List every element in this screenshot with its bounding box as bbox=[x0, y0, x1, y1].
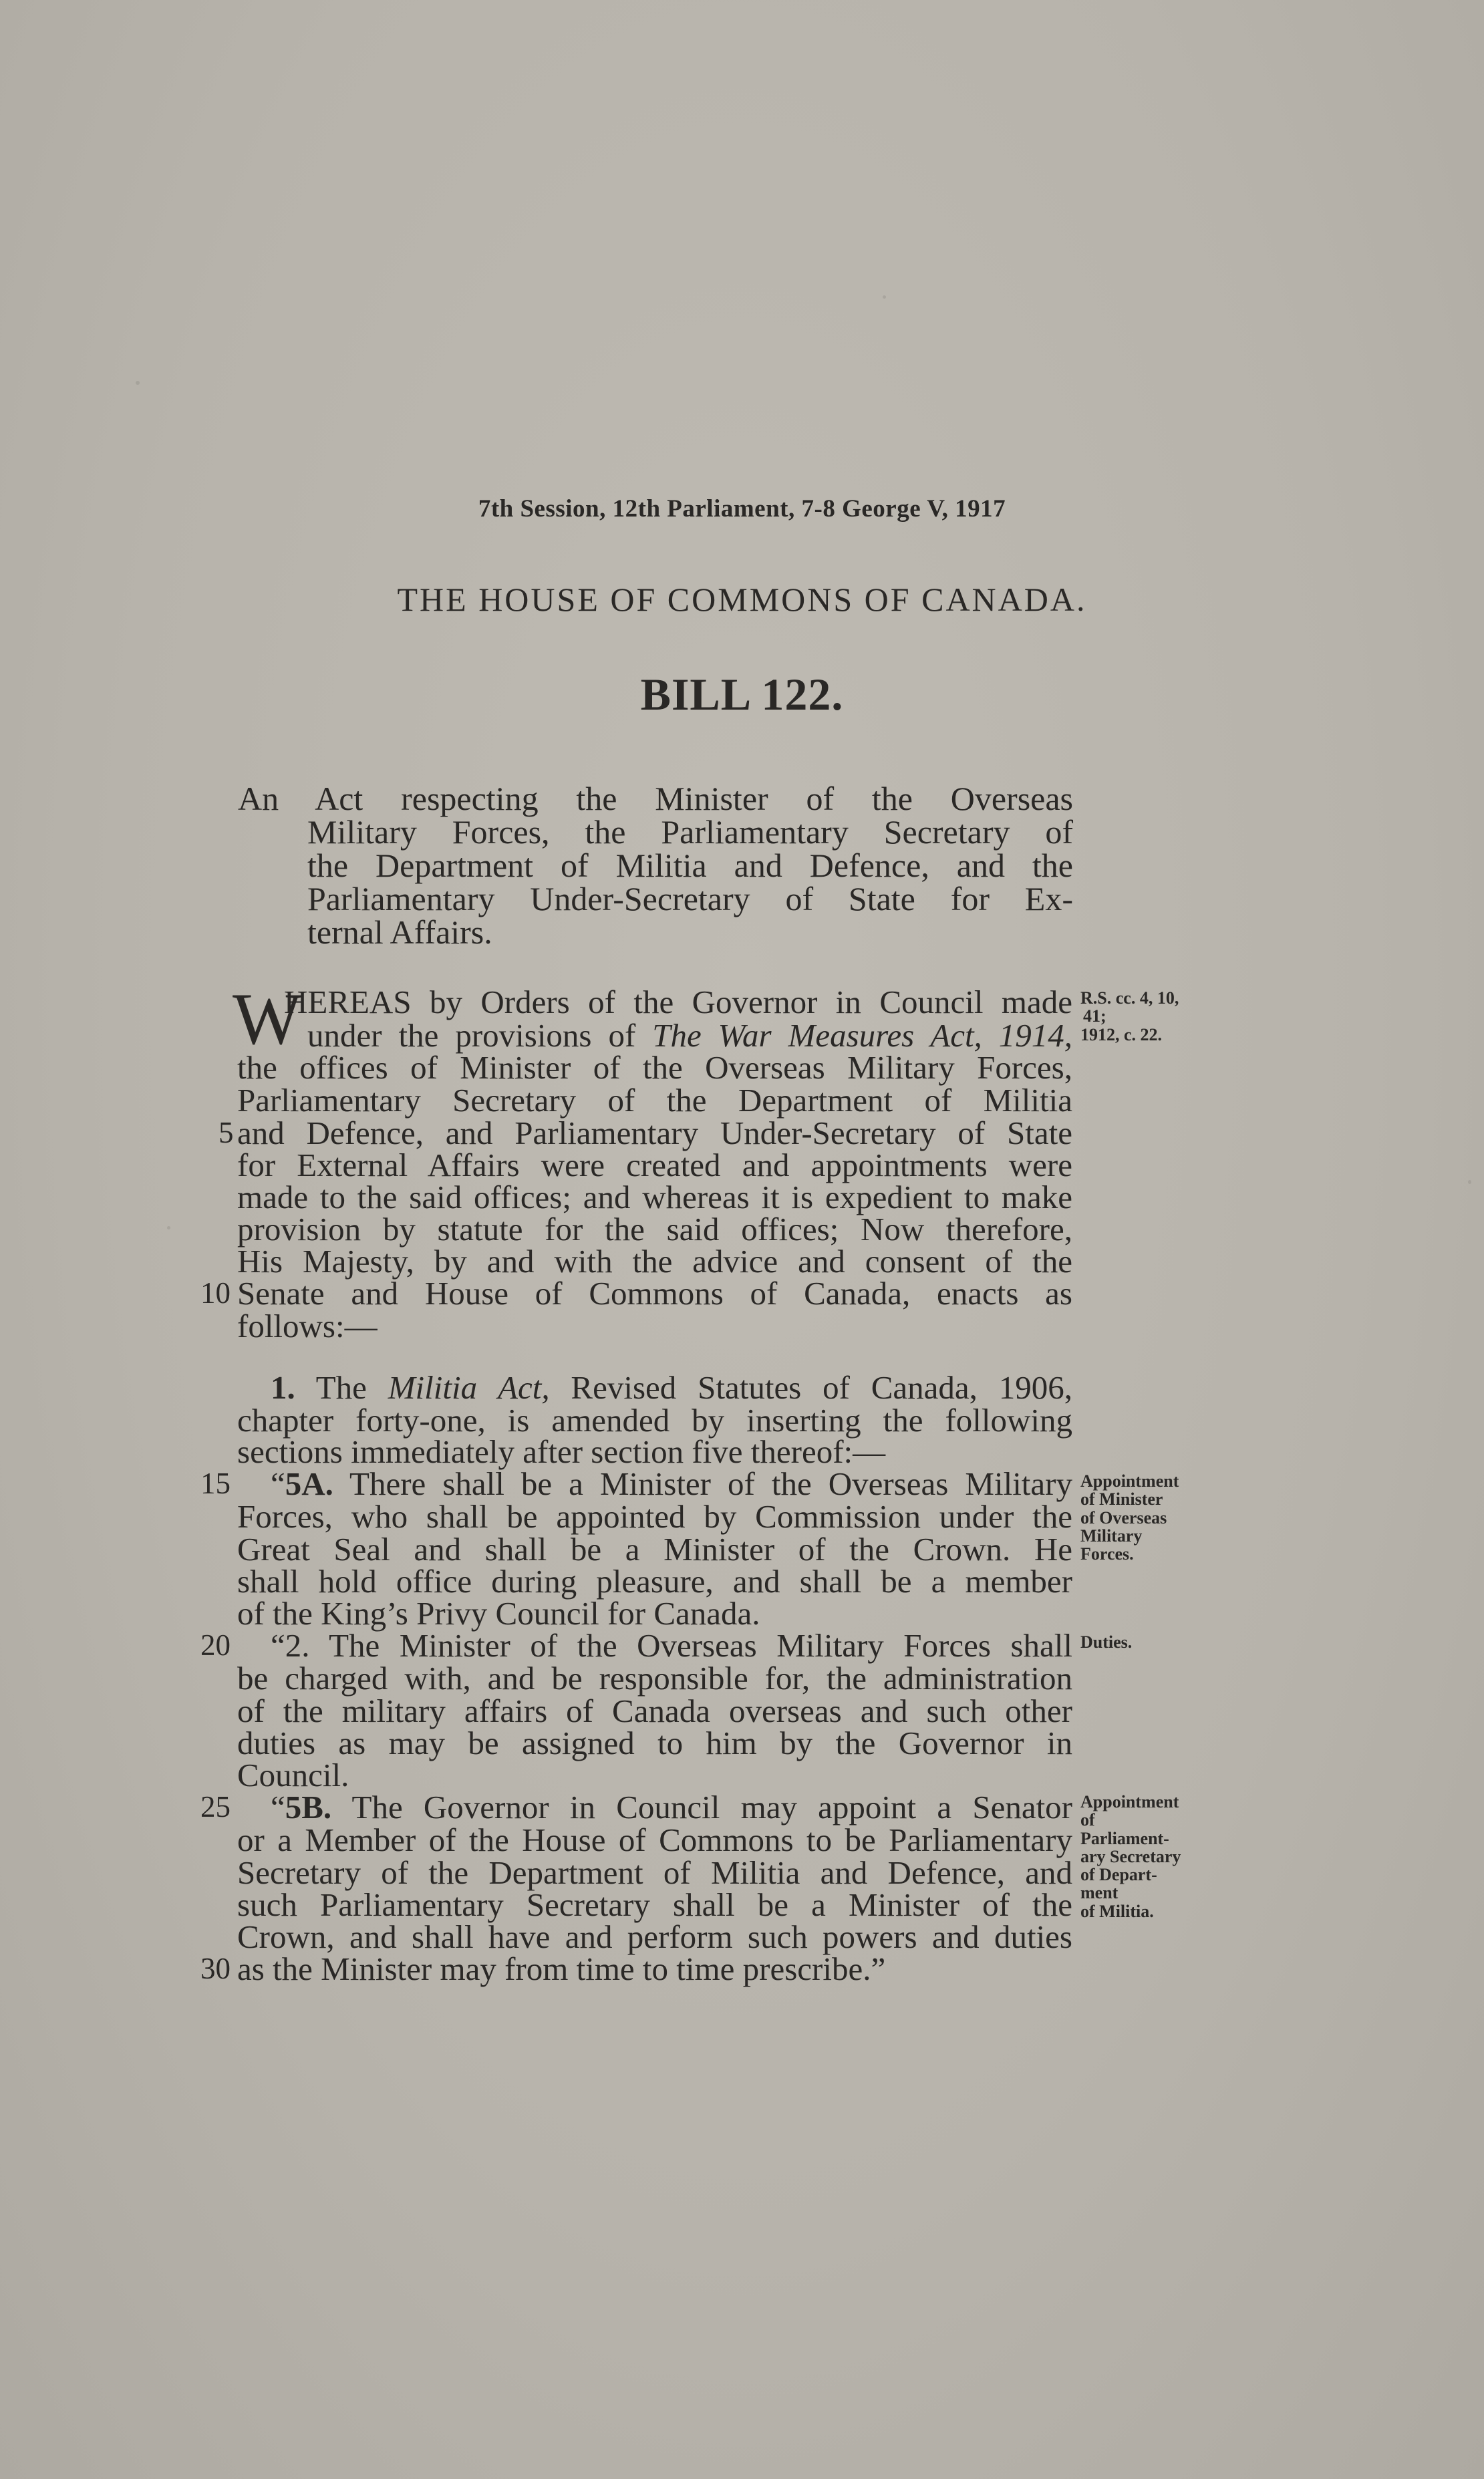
preamble-line: provision by statute for the said offices; Now therefore, bbox=[237, 1211, 1072, 1248]
line-number: 20 bbox=[200, 1628, 231, 1662]
section-5a-line: Great Seal and shall be a Minister of the Crown. He bbox=[237, 1531, 1072, 1568]
paper-speck bbox=[167, 1226, 170, 1229]
section-5a2-line: Council. bbox=[237, 1757, 349, 1793]
section-5a-line: “5A. There shall be a Minister of the Overseas Military bbox=[271, 1465, 1072, 1502]
title-line: Parliamentary Under-Secretary of State for Ex- bbox=[307, 880, 1073, 917]
line-number: 30 bbox=[200, 1952, 231, 1985]
title-line: ternal Affairs. bbox=[307, 913, 492, 951]
preamble-line: under the provisions of The War Measures Act, 1914, bbox=[307, 1017, 1072, 1054]
preamble-line: Parliamentary Secretary of the Department of Militia bbox=[237, 1082, 1072, 1119]
section-5a2-line: duties as may be assigned to him by the Governor in bbox=[237, 1725, 1072, 1761]
line-number: 25 bbox=[200, 1790, 231, 1824]
preamble-line: made to the said offices; and whereas it is expedient to make bbox=[237, 1179, 1072, 1215]
title-line: the Department of Militia and Defence, and the bbox=[307, 847, 1073, 884]
section-5a2-line: “2. The Minister of the Overseas Military Forces shall bbox=[271, 1627, 1072, 1664]
paper-speck bbox=[136, 381, 140, 385]
preamble-line: His Majesty, by and with the advice and consent of the bbox=[237, 1243, 1072, 1280]
bill-number: BILL 122. bbox=[640, 669, 844, 720]
line-number: 15 bbox=[200, 1467, 231, 1500]
line-number: 5 bbox=[218, 1116, 234, 1149]
section-5b-line: Crown, and shall have and perform such powers and duties bbox=[237, 1918, 1072, 1955]
section-1-line: 1. The Militia Act, Revised Statutes of Canada, 1906, bbox=[271, 1369, 1072, 1406]
preamble-line: the offices of Minister of the Overseas Military Forces, bbox=[237, 1049, 1072, 1086]
section-5a2-line: of the military affairs of Canada overseas and such other bbox=[237, 1693, 1072, 1729]
section-1-line: sections immediately after section five thereof:— bbox=[237, 1433, 886, 1470]
title-line: An Act respecting the Minister of the Overseas bbox=[238, 780, 1073, 817]
paper-speck bbox=[883, 295, 886, 299]
drop-cap: W bbox=[233, 978, 302, 1060]
margin-note-statute-reference: R.S. cc. 4, 10, 41; 1912, c. 22. bbox=[1080, 988, 1179, 1044]
paper-speck bbox=[1468, 1180, 1471, 1184]
section-1-line: chapter forty-one, is amended by inserting the following bbox=[237, 1402, 1072, 1439]
house-title: THE HOUSE OF COMMONS OF CANADA. bbox=[397, 581, 1087, 618]
session-line: 7th Session, 12th Parliament, 7-8 George V, 1917 bbox=[478, 495, 1006, 523]
preamble-line: and Defence, and Parliamentary Under-Secretary of State bbox=[237, 1115, 1072, 1151]
section-5b-line: “5B. The Governor in Council may appoint a Senator bbox=[271, 1789, 1072, 1826]
preamble-line: HEREAS by Orders of the Governor in Council made bbox=[284, 984, 1072, 1020]
section-5b-line: as the Minister may from time to time prescribe.” bbox=[237, 1950, 886, 1987]
section-5b-line: or a Member of the House of Commons to be Parliamentary bbox=[237, 1821, 1072, 1858]
preamble-line: for External Affairs were created and appointments were bbox=[237, 1147, 1072, 1183]
margin-note-appointment-secretary: Appointment of Parliament- ary Secretary of Depart- ment of Militia. bbox=[1080, 1792, 1181, 1921]
section-5b-line: such Parliamentary Secretary shall be a Minister of the bbox=[237, 1886, 1072, 1923]
line-number: 10 bbox=[200, 1276, 231, 1310]
margin-note-duties: Duties. bbox=[1080, 1632, 1133, 1652]
section-5a-line: of the King’s Privy Council for Canada. bbox=[237, 1595, 760, 1632]
section-5a-line: shall hold office during pleasure, and shall be a member bbox=[237, 1563, 1072, 1600]
preamble-line: follows:— bbox=[237, 1308, 378, 1344]
section-5a2-line: be charged with, and be responsible for, the administration bbox=[237, 1660, 1072, 1697]
preamble-line: Senate and House of Commons of Canada, enacts as bbox=[237, 1275, 1072, 1312]
section-5b-line: Secretary of the Department of Militia and Defence, and bbox=[237, 1854, 1072, 1891]
section-5a-line: Forces, who shall be appointed by Commission under the bbox=[237, 1498, 1072, 1535]
title-line: Military Forces, the Parliamentary Secretary of bbox=[307, 813, 1073, 851]
margin-note-appointment-minister: Appointment of Minister of Overseas Military Forces. bbox=[1080, 1471, 1179, 1564]
